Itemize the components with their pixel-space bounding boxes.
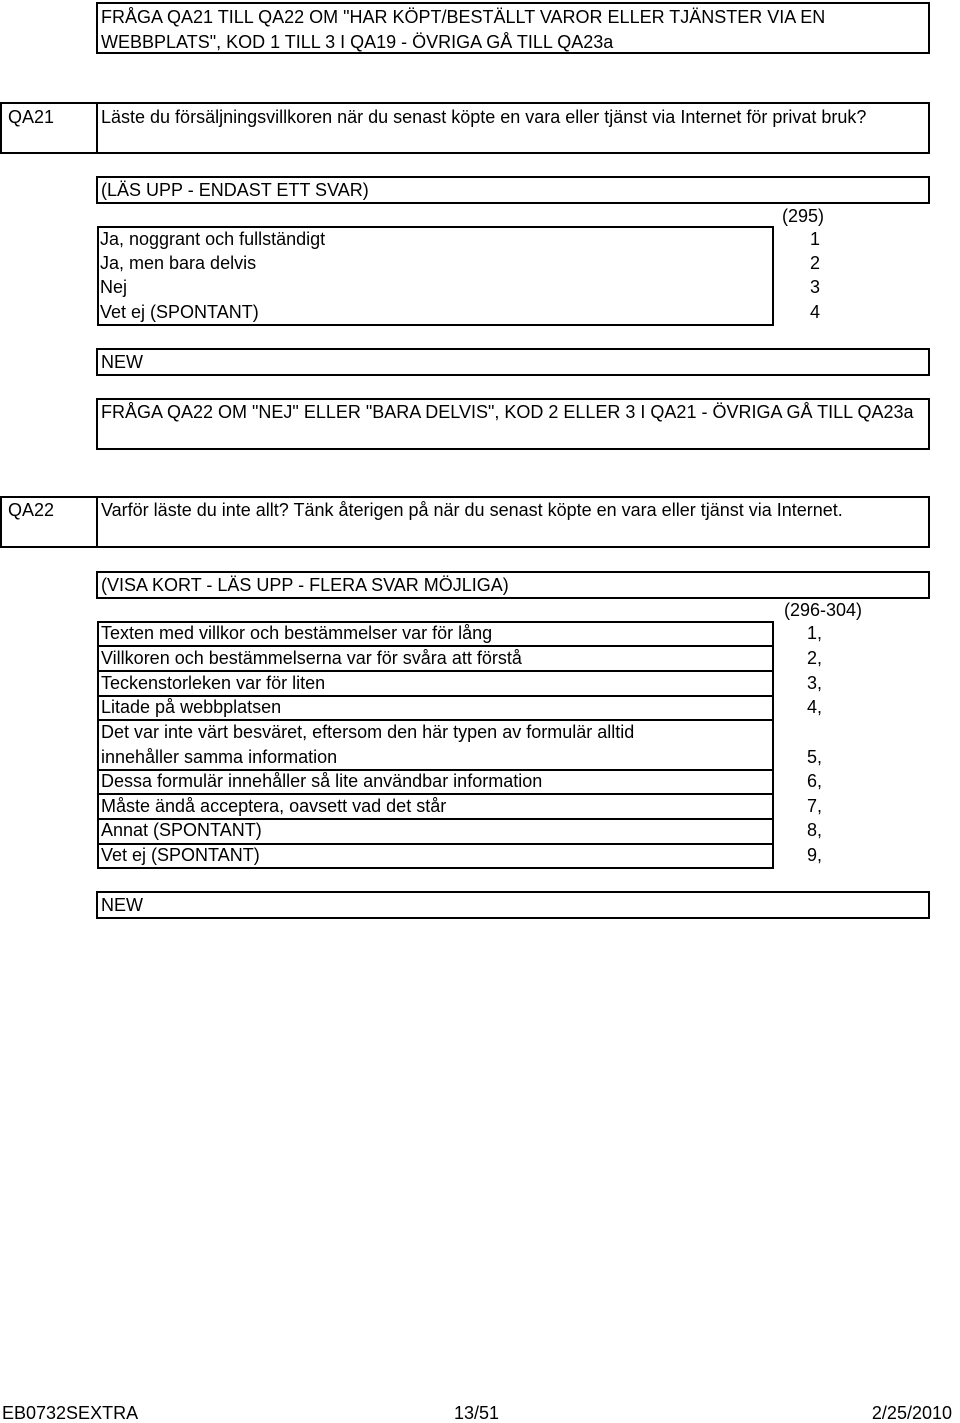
footer-date: 2/25/2010 bbox=[871, 1403, 952, 1423]
qa21-column-number: (295) bbox=[781, 206, 824, 226]
qa21-option-code: 3 bbox=[809, 277, 820, 297]
qa22-new-label: NEW bbox=[101, 895, 143, 915]
qa21-option-label: Ja, noggrant och fullständigt bbox=[100, 229, 326, 249]
qa22-option-label: Villkoren och bestämmelserna var för svåra att förstå bbox=[101, 648, 522, 668]
footer-doc-id: EB0732SEXTRA bbox=[2, 1403, 139, 1423]
qa22-instruction-text: (VISA KORT - LÄS UPP - FLERA SVAR MÖJLIGA) bbox=[101, 575, 509, 595]
qa22-option-code: 3, bbox=[806, 673, 822, 693]
filter-instruction-box bbox=[96, 398, 930, 450]
qa21-option-label: Nej bbox=[100, 277, 128, 297]
qa21-option-code: 4 bbox=[809, 302, 820, 322]
filter-instruction-text: FRÅGA QA21 TILL QA22 OM "HAR KÖPT/BESTÄLLT VAROR ELLER TJÄNSTER VIA EN WEBBPLATS", KOD 1 TILL 3 I QA19 - ÖVRIGA GÅ TILL QA23a bbox=[101, 7, 826, 52]
qa22-code-cell bbox=[0, 496, 98, 548]
qa22-option-code: 4, bbox=[806, 697, 822, 717]
qa21-option-code: 1 bbox=[809, 229, 820, 249]
qa22-option-code: 5, bbox=[806, 747, 822, 767]
qa22-option-label: Texten med villkor och bestämmelser var för lång bbox=[101, 623, 493, 643]
qa22-option-label: Måste ändå acceptera, oavsett vad det står bbox=[101, 796, 447, 816]
filter-instruction-box bbox=[96, 2, 930, 54]
qa22-option-label: innehåller samma information bbox=[101, 747, 338, 767]
qa22-question-cell bbox=[96, 496, 930, 548]
qa21-new-label: NEW bbox=[101, 352, 143, 372]
qa22-instruction-box bbox=[96, 571, 930, 599]
qa21-question-text: Läste du försäljningsvillkoren när du senast köpte en vara eller tjänst via Internet för privat bruk? bbox=[101, 107, 867, 127]
qa21-instruction-box bbox=[96, 176, 930, 204]
qa22-option-code: 8, bbox=[806, 820, 822, 840]
qa22-option-label: Litade på webbplatsen bbox=[101, 697, 282, 717]
qa21-code-cell bbox=[0, 102, 98, 154]
qa22-new-box bbox=[96, 891, 930, 919]
qa22-option-label: Annat (SPONTANT) bbox=[101, 820, 262, 840]
qa21-option-label: Vet ej (SPONTANT) bbox=[100, 302, 259, 322]
qa21-option-label: Ja, men bara delvis bbox=[100, 253, 257, 273]
qa22-option-code: 9, bbox=[806, 845, 822, 865]
qa22-code: QA22 bbox=[8, 500, 55, 520]
qa22-column-number: (296-304) bbox=[783, 600, 862, 620]
qa22-option-code: 2, bbox=[806, 648, 822, 668]
qa22-option-label: Dessa formulär innehåller så lite användbar information bbox=[101, 771, 543, 791]
qa22-question-text: Varför läste du inte allt? Tänk återigen på när du senast köpte en vara eller tjänst via Internet. bbox=[101, 500, 843, 520]
qa22-option-code: 7, bbox=[806, 796, 822, 816]
qa21-option-code: 2 bbox=[809, 253, 820, 273]
qa22-option-label: Vet ej (SPONTANT) bbox=[101, 845, 260, 865]
qa22-option-label: Teckenstorleken var för liten bbox=[101, 673, 326, 693]
footer-page-number: 13/51 bbox=[454, 1403, 500, 1423]
qa22-option-code: 6, bbox=[806, 771, 822, 791]
qa21-instruction-text: (LÄS UPP - ENDAST ETT SVAR) bbox=[101, 180, 369, 200]
qa22-option-code: 1, bbox=[806, 623, 822, 643]
qa21-question-cell bbox=[96, 102, 930, 154]
filter-instruction-text: FRÅGA QA22 OM "NEJ" ELLER "BARA DELVIS", KOD 2 ELLER 3 I QA21 - ÖVRIGA GÅ TILL QA23a bbox=[101, 402, 914, 422]
qa21-new-box bbox=[96, 348, 930, 376]
qa21-code: QA21 bbox=[8, 107, 55, 127]
qa22-option-label: Det var inte värt besväret, eftersom den här typen av formulär alltid bbox=[101, 722, 635, 742]
